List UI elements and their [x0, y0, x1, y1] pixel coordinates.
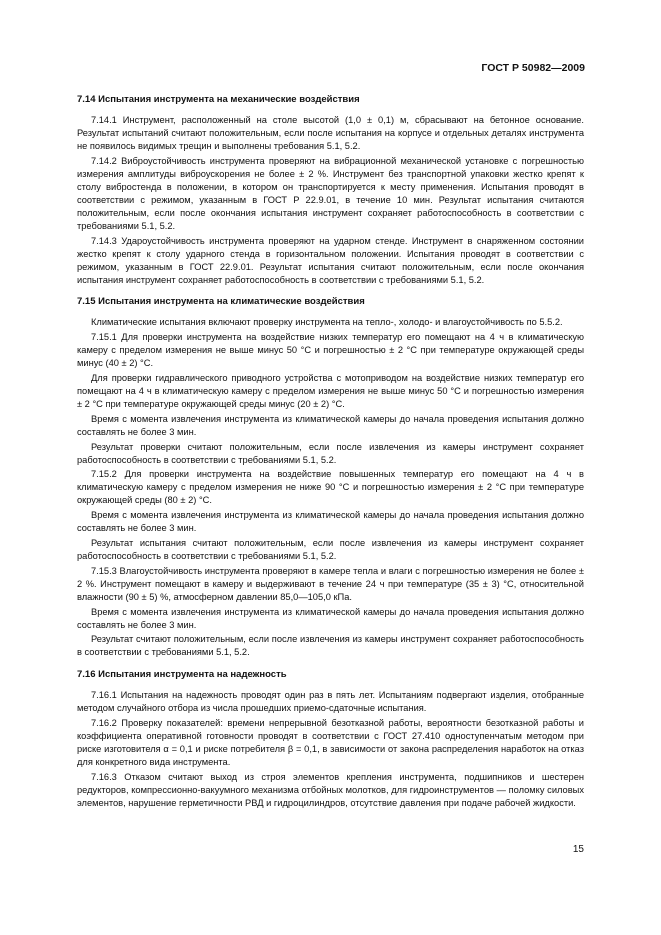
- paragraph: Время с момента извлечения инструмента из климатической камеры до начала проведения испытания должно составлять не более 3 мин.: [77, 510, 584, 534]
- paragraph: Результат испытания считают положительным, если после извлечения из камеры инструмент сохраняет работоспособность в соответствии с требованиями 5.1, 5.2.: [77, 537, 584, 561]
- paragraph: Результат проверки считают положительным, если после извлечения из камеры инструмент сохраняет работоспособность в соответствии с требованиями 5.1, 5.2.: [77, 441, 584, 465]
- paragraph: 7.15.3 Влагоустойчивость инструмента проверяют в камере тепла и влаги с погрешностью измерения не более ± 2 %. Инструмент помещают в камеру и выдерживают в течение 24 ч при температуре (35 ± 3) °С, относительной влажности (90 ± 5) %, атмосферном давлении 85,0—105,0 кПа.: [77, 565, 584, 602]
- document-standard-id: ГОСТ Р 50982—2009: [481, 62, 585, 74]
- paragraph: 7.16.2 Проверку показателей: времени непрерывной безотказной работы, вероятности безотказной работы и коэффициента оперативной готовности проводят в соответствии с ГОСТ 27.410 одноступенчатым методом при риске изготовителя α = 0,1 и риске потребителя β = 0,1, в зависимости от закона распределения наработок на отказ для конкретного вида инструмента.: [77, 717, 584, 767]
- section-title-7-16: 7.16 Испытания инструмента на надежность: [77, 669, 287, 681]
- paragraph: 7.14.3 Удароустойчивость инструмента проверяют на ударном стенде. Инструмент в снаряженном состоянии жестко крепят к столу ударного стенда в горизонтальном положении. Испытания проводят в соответствии с режимом, указанным в ГОСТ 22.9.01. Результат испытания считают положительным, если после окончания испытания инструмент сохраняет работоспособность в соответствии с требованиями 5.1, 5.2.: [77, 235, 584, 285]
- paragraph: 7.16.3 Отказом считают выход из строя элементов крепления инструмента, подшипников и шестерен редукторов, компрессионно-вакуумного механизма отбойных молотков, для гидроинструментов — поломку силовых элементов, нарушение герметичности РВД и гидроцилиндров, отсутствие давления при подаче рабочей жидкости.: [77, 771, 584, 808]
- paragraph: Результат считают положительным, если после извлечения из камеры инструмент сохраняет работоспособность в соответствии с требованиями 5.1, 5.2.: [77, 634, 584, 658]
- paragraph: 7.14.1 Инструмент, расположенный на столе высотой (1,0 ± 0,1) м, сбрасывают на бетонное основание. Результат испытаний считают положительным, если после испытания на корпусе и отдельных деталях инструмента не появилось видимых трещин и выполнены требования 5.1, 5.2.: [77, 115, 584, 151]
- section-title-7-14: 7.14 Испытания инструмента на механические воздействия: [77, 94, 360, 105]
- paragraph: 7.14.2 Виброустойчивость инструмента проверяют на вибрационной механической установке с погрешностью измерения амплитуды виброускорения не более ± 2 %. Инструмент без транспортной упаковки жестко крепят к столу вибростенда в положении, в котором он транспортируется к месту применения. Испытания проводят в соответствии с режимом, указанным в ГОСТ Р 22.9.01, в течение 10 мин. Результат испытания считаются положительным, если после окончания испытания инструмент сохраняет работоспособность в соответствии с требованиями 5.1, 5.2.: [77, 155, 584, 231]
- paragraph: 7.16.1 Испытания на надежность проводят один раз в пять лет. Испытаниям подвергают изделия, отобранные методом случайного отбора из числа прошедших приемо-сдаточные испытания.: [77, 690, 584, 714]
- paragraph: Для проверки гидравлического приводного устройства с мотоприводом на воздействие низких температур его помещают на 4 ч в климатическую камеру с пределом измерения не выше минус 50 °С и погрешностью измерения ± 2 °С при температуре окружающей среды минус (20 ± 2) °С.: [77, 372, 584, 409]
- document-body: [77, 93, 584, 812]
- paragraph: Время с момента извлечения инструмента из климатической камеры до начала проведения испытания должно составлять не более 3 мин.: [77, 413, 584, 437]
- paragraph: Время с момента извлечения инструмента из климатической камеры до начала проведения испытания должно составлять не более 3 мин.: [77, 606, 584, 630]
- section-title-7-15: 7.15 Испытания инструмента на климатические воздействия: [77, 296, 365, 308]
- paragraph: 7.15.2 Для проверки инструмента на воздействие повышенных температур его помещают на 4 ч в климатическую камеру с пределом измерения не ниже 90 °С и погрешностью измерения ± 2 °С при температуре окружающей среды (80 ± 2) °С.: [77, 469, 584, 506]
- paragraph: Климатические испытания включают проверку инструмента на тепло-, холодо- и влагоустойчивость по 5.5.2.: [91, 317, 563, 328]
- page-number: 15: [572, 844, 584, 855]
- paragraph: 7.15.1 Для проверки инструмента на воздействие низких температур его помещают на 4 ч в климатическую камеру с пределом измерения не выше минус 50 °С и погрешностью ± 2 °С при температуре окружающей среды минус (40 ± 2) °С.: [77, 332, 584, 369]
